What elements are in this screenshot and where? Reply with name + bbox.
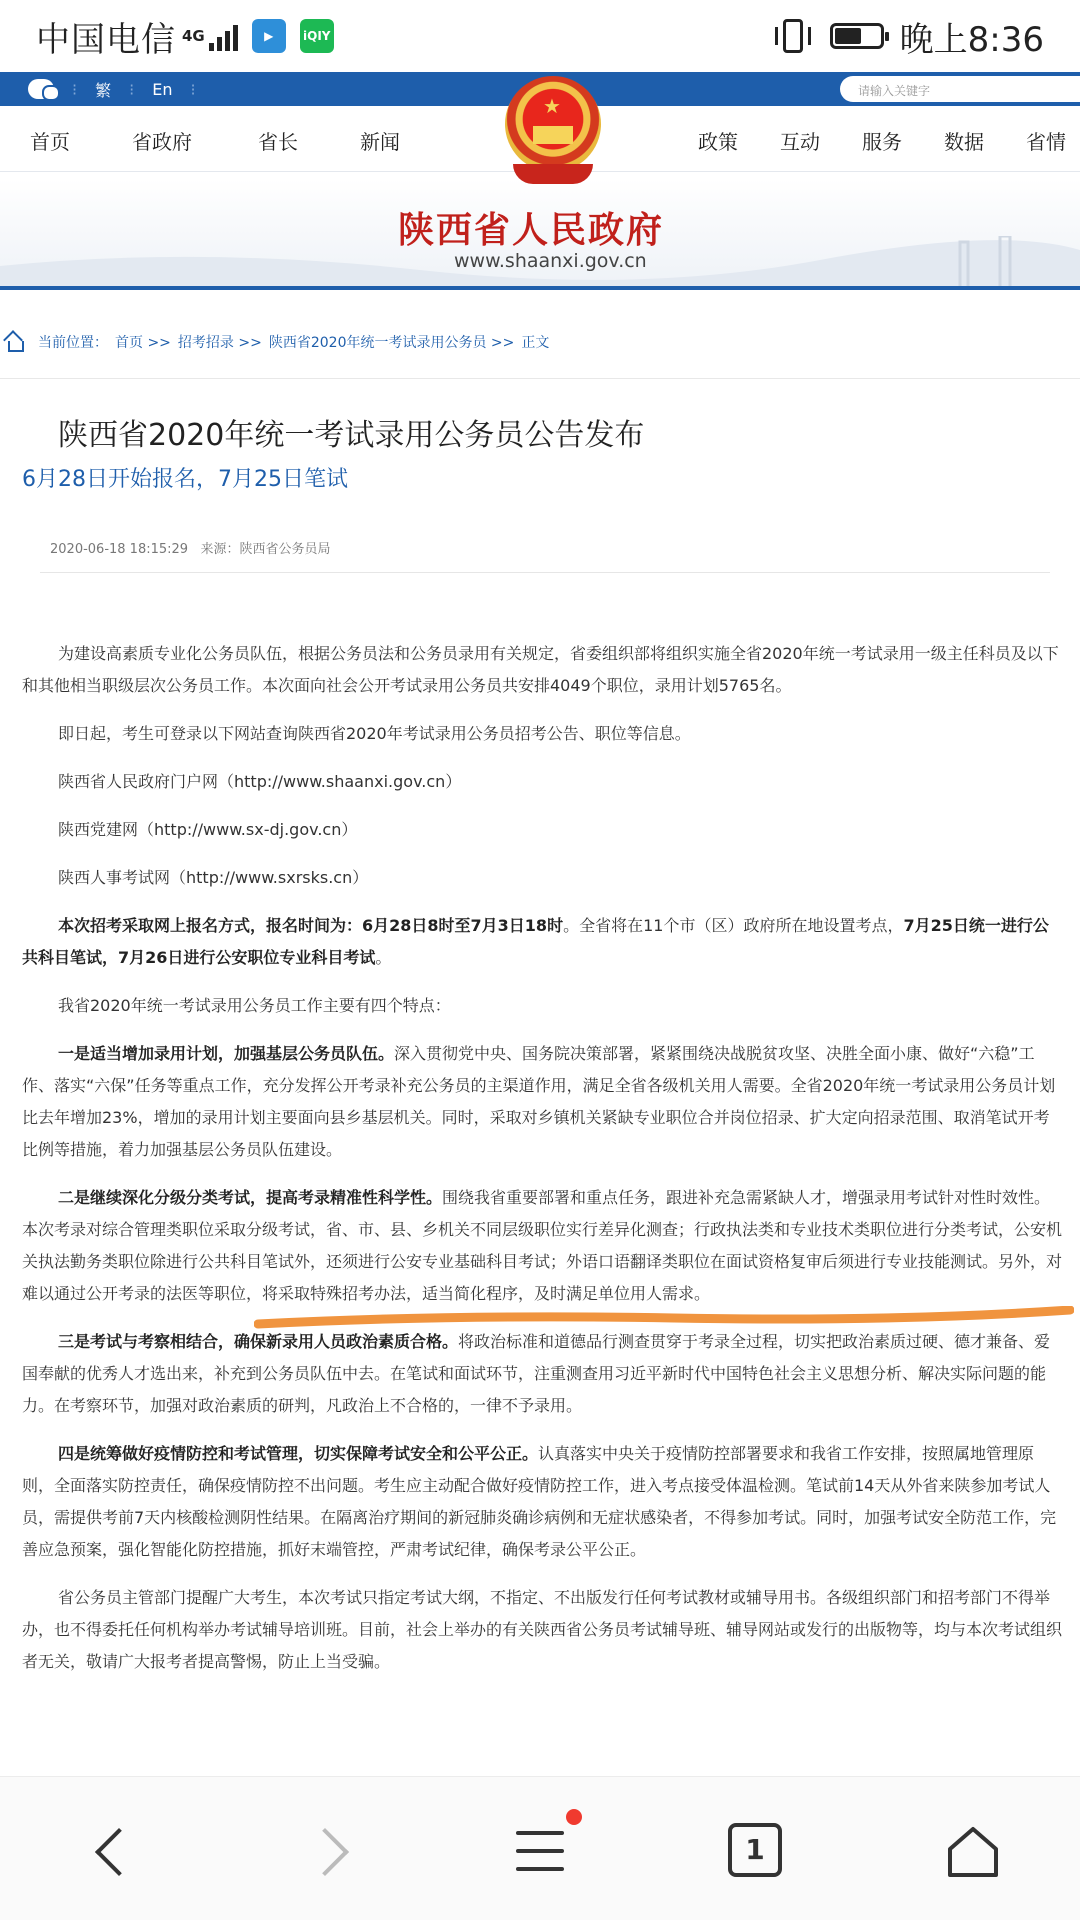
traditional-chinese-link[interactable]: 繁 [95, 80, 112, 100]
nav-item-services[interactable]: 服务 [862, 130, 902, 154]
site-title: 陕西省人民政府 [398, 209, 665, 251]
bold-text: 三是考试与考察相结合，确保新录用人员政治素质合格。 [58, 1332, 459, 1351]
carrier-name: 中国电信 [36, 19, 176, 60]
article-body [22, 638, 1062, 1694]
tabs-button[interactable] [722, 1819, 786, 1883]
link-paragraph[interactable]: 陕西人事考试网（http://www.sxrsks.cn） [58, 868, 369, 887]
breadcrumb-item-home[interactable]: 首页 >> [115, 335, 171, 351]
article-source: 来源：陕西省公务员局 [200, 542, 331, 557]
bold-text: 7月25日统一进行公共科目笔试，7月26日进行公安职位专业科目考试 [22, 916, 1049, 967]
nav-item-province-info[interactable]: 省情 [1026, 130, 1066, 154]
battery-icon [830, 23, 884, 49]
signal-icon [209, 21, 238, 51]
paragraph: 我省2020年统一考试录用公务员工作主要有四个特点： [58, 996, 451, 1015]
bold-text: 二是继续深化分级分类考试，提高考录精准性科学性。 [58, 1188, 443, 1207]
bold-text: 本次招考采取网上报名方式，报名时间为：6月28日8时至7月3日18时 [58, 916, 564, 935]
breadcrumb [0, 330, 556, 354]
paragraph: 为建设高素质专业化公务员队伍，根据公务员法和公务员录用有关规定，省委组织部将组织实施全省2020年统一考试录用一级主任科员及以下和其他相当职级层次公务员工作。本次面向社会公开考试录用公务员共安排4049个职位，录用计划5765名。 [22, 644, 1059, 695]
bold-text: 一是适当增加录用计划，加强基层公务员队伍。 [58, 1044, 395, 1063]
text: 深入贯彻党中央、国务院决策部署，紧紧围绕决战脱贫攻坚、决胜全面小康、做好“六稳”工作、落实“六保”任务等重点工作，充分发挥公开考录补充公务员的主渠道作用，满足全省各级机关用人需要。全省2020年统一考试录用公务员计划比去年增加23%，增加的录用计划主要面向县乡基层机关。同时，采取对乡镇机关紧缺专业职位合并岗位招录、扩大定向招录范围、取消笔试开考比例等措施，着力加强基层公务员队伍建设。 [22, 1044, 1056, 1159]
english-link[interactable]: En [152, 79, 173, 99]
highlight-underline-annotation [254, 1306, 1074, 1330]
nav-item-interaction[interactable]: 互动 [780, 130, 820, 154]
paragraph: 省公务员主管部门提醒广大考生，本次考试只指定考试大纲，不指定、不出版发行任何考试教材或辅导用书。各级组织部门和招考部门不得举办，也不得委托任何机构举办考试辅导培训班。目前，社会上举办的有关陕西省公务员考试辅导班、辅导网站或发行的出版物等，均与本次考试组织者无关，敬请广大报考者提高警惕，防止上当受骗。 [22, 1588, 1063, 1671]
paragraph: 即日起，考生可登录以下网站查询陕西省2020年考试录用公务员招考公告、职位等信息。 [58, 724, 691, 743]
national-emblem-logo: ★ [505, 76, 601, 186]
article-subtitle: 6月28日开始报名，7月25日笔试 [22, 467, 348, 492]
breadcrumb-item-recruitment[interactable]: 招考招录 >> [177, 335, 262, 351]
paragraph [22, 1038, 1062, 1166]
text: 。全省将在11个市（区）政府所在地设置考点， [563, 916, 904, 935]
network-type: 4G [182, 26, 205, 45]
vibrate-icon [772, 19, 814, 53]
nav-item-provincial-government[interactable]: 省政府 [132, 130, 192, 154]
bold-text: 四是统筹做好疫情防控和考试管理，切实保障考试安全和公平公正。 [58, 1444, 539, 1463]
link-paragraph[interactable]: 陕西省人民政府门户网（http://www.shaanxi.gov.cn） [58, 772, 462, 791]
text: 。 [375, 948, 392, 967]
paragraph [22, 910, 1062, 974]
site-url: www.shaanxi.gov.cn [454, 250, 647, 272]
nav-item-home[interactable]: 首页 [30, 130, 70, 154]
clock: 晚上8:36 [899, 19, 1044, 60]
text: 将政治标准和道德品行测查贯穿于考录全过程，切实把政治素质过硬、德才兼备、爱国奉献的优秀人才选出来，补充到公务员队伍中去。在笔试和面试环节，注重测查用习近平新时代中国特色社会主义思想分析、解决实际问题的能力。在考察环节，加强对政治素质的研判，凡政治上不合格的，一律不予录用。 [22, 1332, 1051, 1415]
notification-dot [566, 1809, 582, 1825]
nav-item-news[interactable]: 新闻 [360, 130, 400, 154]
video-app-icon: ▶ [252, 19, 286, 53]
article-title: 陕西省2020年统一考试录用公务员公告发布 [58, 418, 645, 453]
back-button[interactable] [80, 1819, 144, 1883]
iqiyi-app-icon: iQIY [300, 19, 334, 53]
status-bar [0, 0, 1080, 72]
home-icon [946, 1825, 1000, 1879]
wechat-icon[interactable] [28, 79, 54, 99]
paragraph [22, 1438, 1062, 1566]
menu-button[interactable] [508, 1819, 572, 1883]
nav-item-policy[interactable]: 政策 [698, 130, 738, 154]
header-divider [0, 286, 1080, 290]
divider [40, 572, 1050, 573]
breadcrumb-prefix: 当前位置： [38, 335, 108, 351]
site-top-bar: ⁝ 繁 ⁝ En ⁝ 请输入关键字 [0, 72, 1080, 106]
tab-count: 1 [728, 1823, 782, 1877]
home-icon[interactable] [4, 333, 24, 351]
search-input[interactable]: 请输入关键字 [840, 76, 1080, 102]
nav-item-data[interactable]: 数据 [944, 130, 984, 154]
forward-button[interactable] [300, 1819, 364, 1883]
paragraph [22, 1326, 1062, 1422]
divider [0, 378, 1080, 379]
article-meta [50, 538, 331, 557]
breadcrumb-item-exam[interactable]: 陕西省2020年统一考试录用公务员 >> [268, 335, 515, 351]
text: 认真落实中央关于疫情防控部署要求和我省工作安排，按照属地管理原则，全面落实防控责任，确保疫情防控不出问题。考生应主动配合做好疫情防控工作，进入考点接受体温检测。笔试前14天从外省来陕参加考试人员，需提供考前7天内核酸检测阴性结果。在隔离治疗期间的新冠肺炎确诊病例和无症状感染者，不得参加考试。同时，加强考试安全防范工作，完善应急预案，强化智能化防控措施，抓好末端管控，严肃考试纪律，确保考录公平公正。 [22, 1444, 1057, 1559]
browser-bottom-bar [0, 1776, 1080, 1920]
article-date: 2020-06-18 18:15:29 [50, 542, 189, 557]
nav-item-governor[interactable]: 省长 [258, 130, 298, 154]
paragraph [22, 1182, 1062, 1310]
breadcrumb-item-content[interactable]: 正文 [521, 335, 550, 351]
link-paragraph[interactable]: 陕西党建网（http://www.sx-dj.gov.cn） [58, 820, 358, 839]
home-button[interactable] [940, 1819, 1004, 1883]
text: 围绕我省重要部署和重点任务，跟进补充急需紧缺人才，增强录用考试针对性时效性。本次考录对综合管理类职位采取分级考试，省、市、县、乡机关不同层级职位实行差异化测查；行政执法类和专业技术类职位进行分类考试，公安机关执法勤务类职位除进行公共科目笔试外，还须进行公安专业基础科目考试；外语口语翻译类职位在面试资格复审后须进行专业技能测试。另外，对难以通过公开考录的法医等职位，将采取特殊招考办法，适当简化程序，及时满足单位用人需求。 [22, 1188, 1063, 1303]
